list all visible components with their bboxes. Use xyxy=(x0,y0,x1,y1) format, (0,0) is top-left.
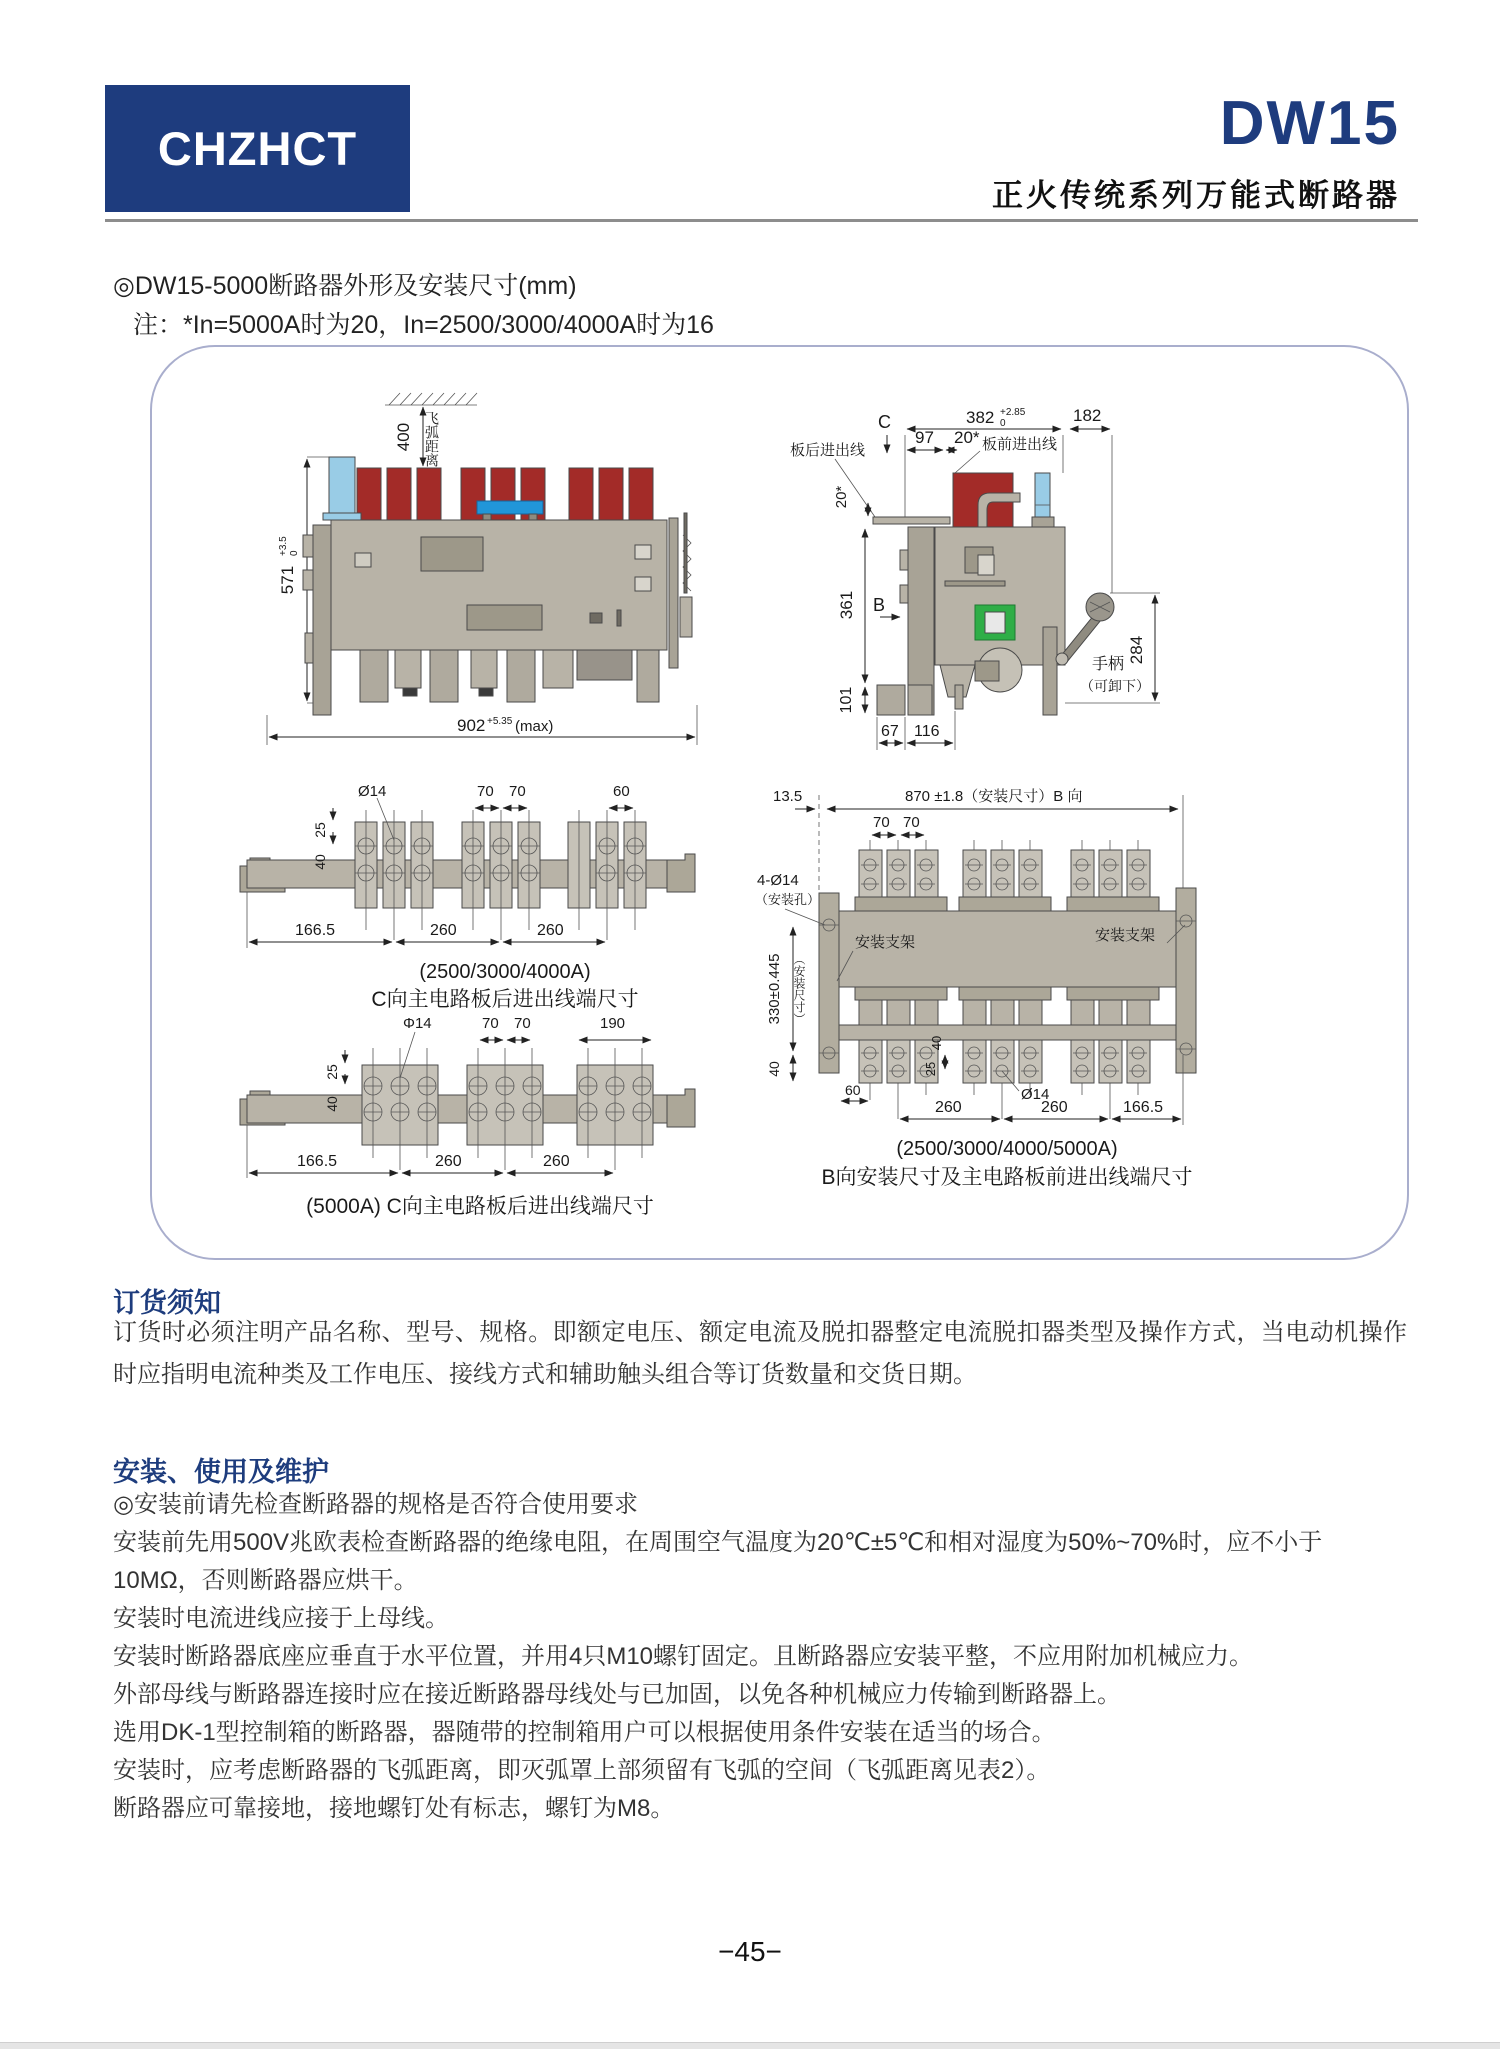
section-title-installation: 安装、使用及维护 xyxy=(113,1457,329,1487)
label-handle: 手柄 xyxy=(1092,656,1125,673)
rear-busbar-shelf xyxy=(873,517,950,524)
bottom-terminals xyxy=(360,650,659,702)
dim-20-left: 20* xyxy=(833,485,850,509)
dim-hole-dia: Ø14 xyxy=(358,783,387,800)
dim-260b: 260 xyxy=(1041,1099,1068,1116)
dim-260a: 260 xyxy=(935,1099,962,1116)
dim-60: 60 xyxy=(845,1082,861,1098)
dim-260b: 260 xyxy=(543,1153,570,1170)
dim-361: 361 xyxy=(837,590,856,620)
dim-70b: 70 xyxy=(514,1015,531,1032)
ordering-body: 订货时必须注明产品名称、型号、规格。即额定电压、额定电流及脱扣器整定电流脱扣器类型及操作方式，当电动机操作时应指明电流种类及工作电压、接线方式和辅助触头组合等订货数量和交货日期。 xyxy=(113,1319,1407,1388)
dim-70a: 70 xyxy=(477,783,494,800)
top-terminals xyxy=(859,850,1150,897)
right-cap xyxy=(667,1089,695,1127)
dim-870: 870 ±1.8（安装尺寸）B 向 xyxy=(905,788,1083,805)
dim-20-top: 20* xyxy=(954,428,980,447)
caption-view: C向主电路板后进出线端尺寸 xyxy=(371,988,639,1011)
drawing-terminals-c xyxy=(225,780,710,1015)
right-cap xyxy=(667,854,695,892)
dim-190: 190 xyxy=(600,1015,626,1032)
ceiling-hatch xyxy=(385,393,477,405)
drawing-title: ◎DW15-5000断路器外形及安装尺寸(mm) xyxy=(113,272,577,300)
svg-text:0: 0 xyxy=(289,550,300,556)
dim-25: 25 xyxy=(923,1061,938,1077)
dim-25: 25 xyxy=(312,822,328,838)
dim-330: 330±0.445 xyxy=(766,953,783,1025)
dim-101: 101 xyxy=(838,686,855,714)
label-arc-distance: 飞弧距离 xyxy=(424,411,440,467)
insulator-strip xyxy=(1035,473,1050,517)
page-subtitle: 正火传统系列万能式断路器 xyxy=(992,178,1400,213)
dim-70b: 70 xyxy=(509,783,526,800)
dim-width-max xyxy=(457,716,553,735)
svg-text:571: 571 xyxy=(278,565,297,595)
svg-text:+2.85: +2.85 xyxy=(1000,407,1026,418)
label-bracket-right: 安装支架 xyxy=(1095,927,1156,944)
dim-25: 25 xyxy=(324,1064,340,1080)
caption-rating: (2500/3000/4000/5000A) xyxy=(896,1138,1118,1160)
install-line: 选用DK-1型控制箱的断路器，器随带的控制箱用户可以根据使用条件安装在适当的场合。 xyxy=(113,1719,1056,1746)
dim-284: 284 xyxy=(1127,635,1146,665)
dim-height xyxy=(278,536,300,594)
dim-67: 67 xyxy=(881,723,899,740)
install-line: 安装时电流进线应接于上母线。 xyxy=(113,1605,449,1632)
dim-116: 116 xyxy=(914,723,940,740)
dim-260a: 260 xyxy=(435,1153,462,1170)
dim-166-5: 166.5 xyxy=(295,922,336,939)
drawing-b-view xyxy=(755,785,1325,1215)
label-rear-wiring: 板后进出线 xyxy=(790,442,866,459)
dim-40-faint: 40 xyxy=(929,1035,944,1051)
label-front-wiring: 板前进出线 xyxy=(982,436,1058,453)
install-line: 外部母线与断路器连接时应在接近断路器母线处与已加固，以免各种机械应力传输到断路器上。 xyxy=(113,1681,1121,1708)
page-number: −45− xyxy=(718,1936,782,1967)
installation-notes xyxy=(113,1486,1407,1828)
side-mechanism xyxy=(669,513,692,668)
dim-70a: 70 xyxy=(482,1015,499,1032)
label-handle-note: （可卸下） xyxy=(1080,678,1150,694)
brand-logo-text: CHZHCT xyxy=(157,122,358,175)
dim-70a: 70 xyxy=(873,814,890,831)
label-bracket-left: 安装支架 xyxy=(855,934,916,951)
dim-382 xyxy=(966,407,1026,429)
dim-260a: 260 xyxy=(430,922,457,939)
svg-text:382: 382 xyxy=(966,408,995,427)
dim-330-note: （安装尺寸） xyxy=(792,953,806,1025)
dim-260b: 260 xyxy=(537,922,564,939)
dim-13-5: 13.5 xyxy=(773,788,803,805)
label-view-c: C xyxy=(878,412,891,432)
label-view-b: B xyxy=(873,595,886,615)
dim-arc-distance: 400 xyxy=(394,422,413,452)
install-line: ◎安装前请先检查断路器的规格是否符合使用要求 xyxy=(113,1491,638,1518)
body-structure xyxy=(839,897,1176,1040)
label-mounting-holes: 4-Ø14 xyxy=(757,872,799,889)
breaker-body xyxy=(331,520,667,650)
busbar-clamp xyxy=(477,501,543,514)
header-divider xyxy=(105,219,1418,222)
svg-text:(max): (max) xyxy=(515,718,554,735)
dim-60: 60 xyxy=(613,783,630,800)
svg-text:+5.35: +5.35 xyxy=(487,716,513,727)
install-line: 断路器应可靠接地，接地螺钉处有标志，螺钉为M8。 xyxy=(113,1795,675,1822)
caption-rating: (2500/3000/4000A) xyxy=(419,961,591,983)
page-bottom-edge xyxy=(0,2042,1500,2049)
section-title-ordering: 订货须知 xyxy=(113,1288,221,1318)
svg-text:+3.5: +3.5 xyxy=(278,536,289,556)
dim-40: 40 xyxy=(312,854,328,870)
dim-97: 97 xyxy=(915,428,934,447)
dim-166-5: 166.5 xyxy=(1123,1099,1164,1116)
drawing-side-view-right xyxy=(780,385,1320,785)
drawing-side-view-left xyxy=(225,385,715,785)
caption: (5000A) C向主电路板后进出线端尺寸 xyxy=(306,1195,654,1218)
drawing-note: 注：*In=5000A时为20，In=2500/3000/4000A时为16 xyxy=(133,311,714,339)
dim-70b: 70 xyxy=(903,814,920,831)
brand-logo xyxy=(105,85,410,212)
dim-182: 182 xyxy=(1073,406,1102,425)
install-line: 安装前先用500V兆欧表检查断路器的绝缘电阻，在周围空气温度为20℃±5℃和相对湿度为50%~70%时，应不小于10MΩ，否则断路器应烘干。 xyxy=(113,1529,1323,1594)
svg-text:902: 902 xyxy=(457,716,486,735)
page-title: DW15 xyxy=(1219,89,1400,158)
caption-view: B向安装尺寸及主电路板前进出线端尺寸 xyxy=(821,1166,1193,1189)
install-line: 安装时断路器底座应垂直于水平位置，并用4只M10螺钉固定。且断路器应安装平整，不应用附加机械应力。 xyxy=(113,1643,1254,1670)
dim-40: 40 xyxy=(324,1096,340,1112)
dim-hole-dia: Φ14 xyxy=(403,1015,432,1032)
label-mounting-holes-2: （安装孔） xyxy=(755,892,821,907)
insulator-blue xyxy=(323,457,361,520)
dim-hole-dia: Ø14 xyxy=(1021,1086,1050,1103)
dim-166-5: 166.5 xyxy=(297,1153,338,1170)
dim-40-left: 40 xyxy=(766,1061,782,1077)
install-line: 安装时，应考虑断路器的飞弧距离，即灭弧罩上部须留有飞弧的空间（飞弧距离见表2）。 xyxy=(113,1757,1051,1784)
drawing-terminals-c-5000 xyxy=(225,1008,710,1248)
svg-text:0: 0 xyxy=(1000,418,1006,429)
